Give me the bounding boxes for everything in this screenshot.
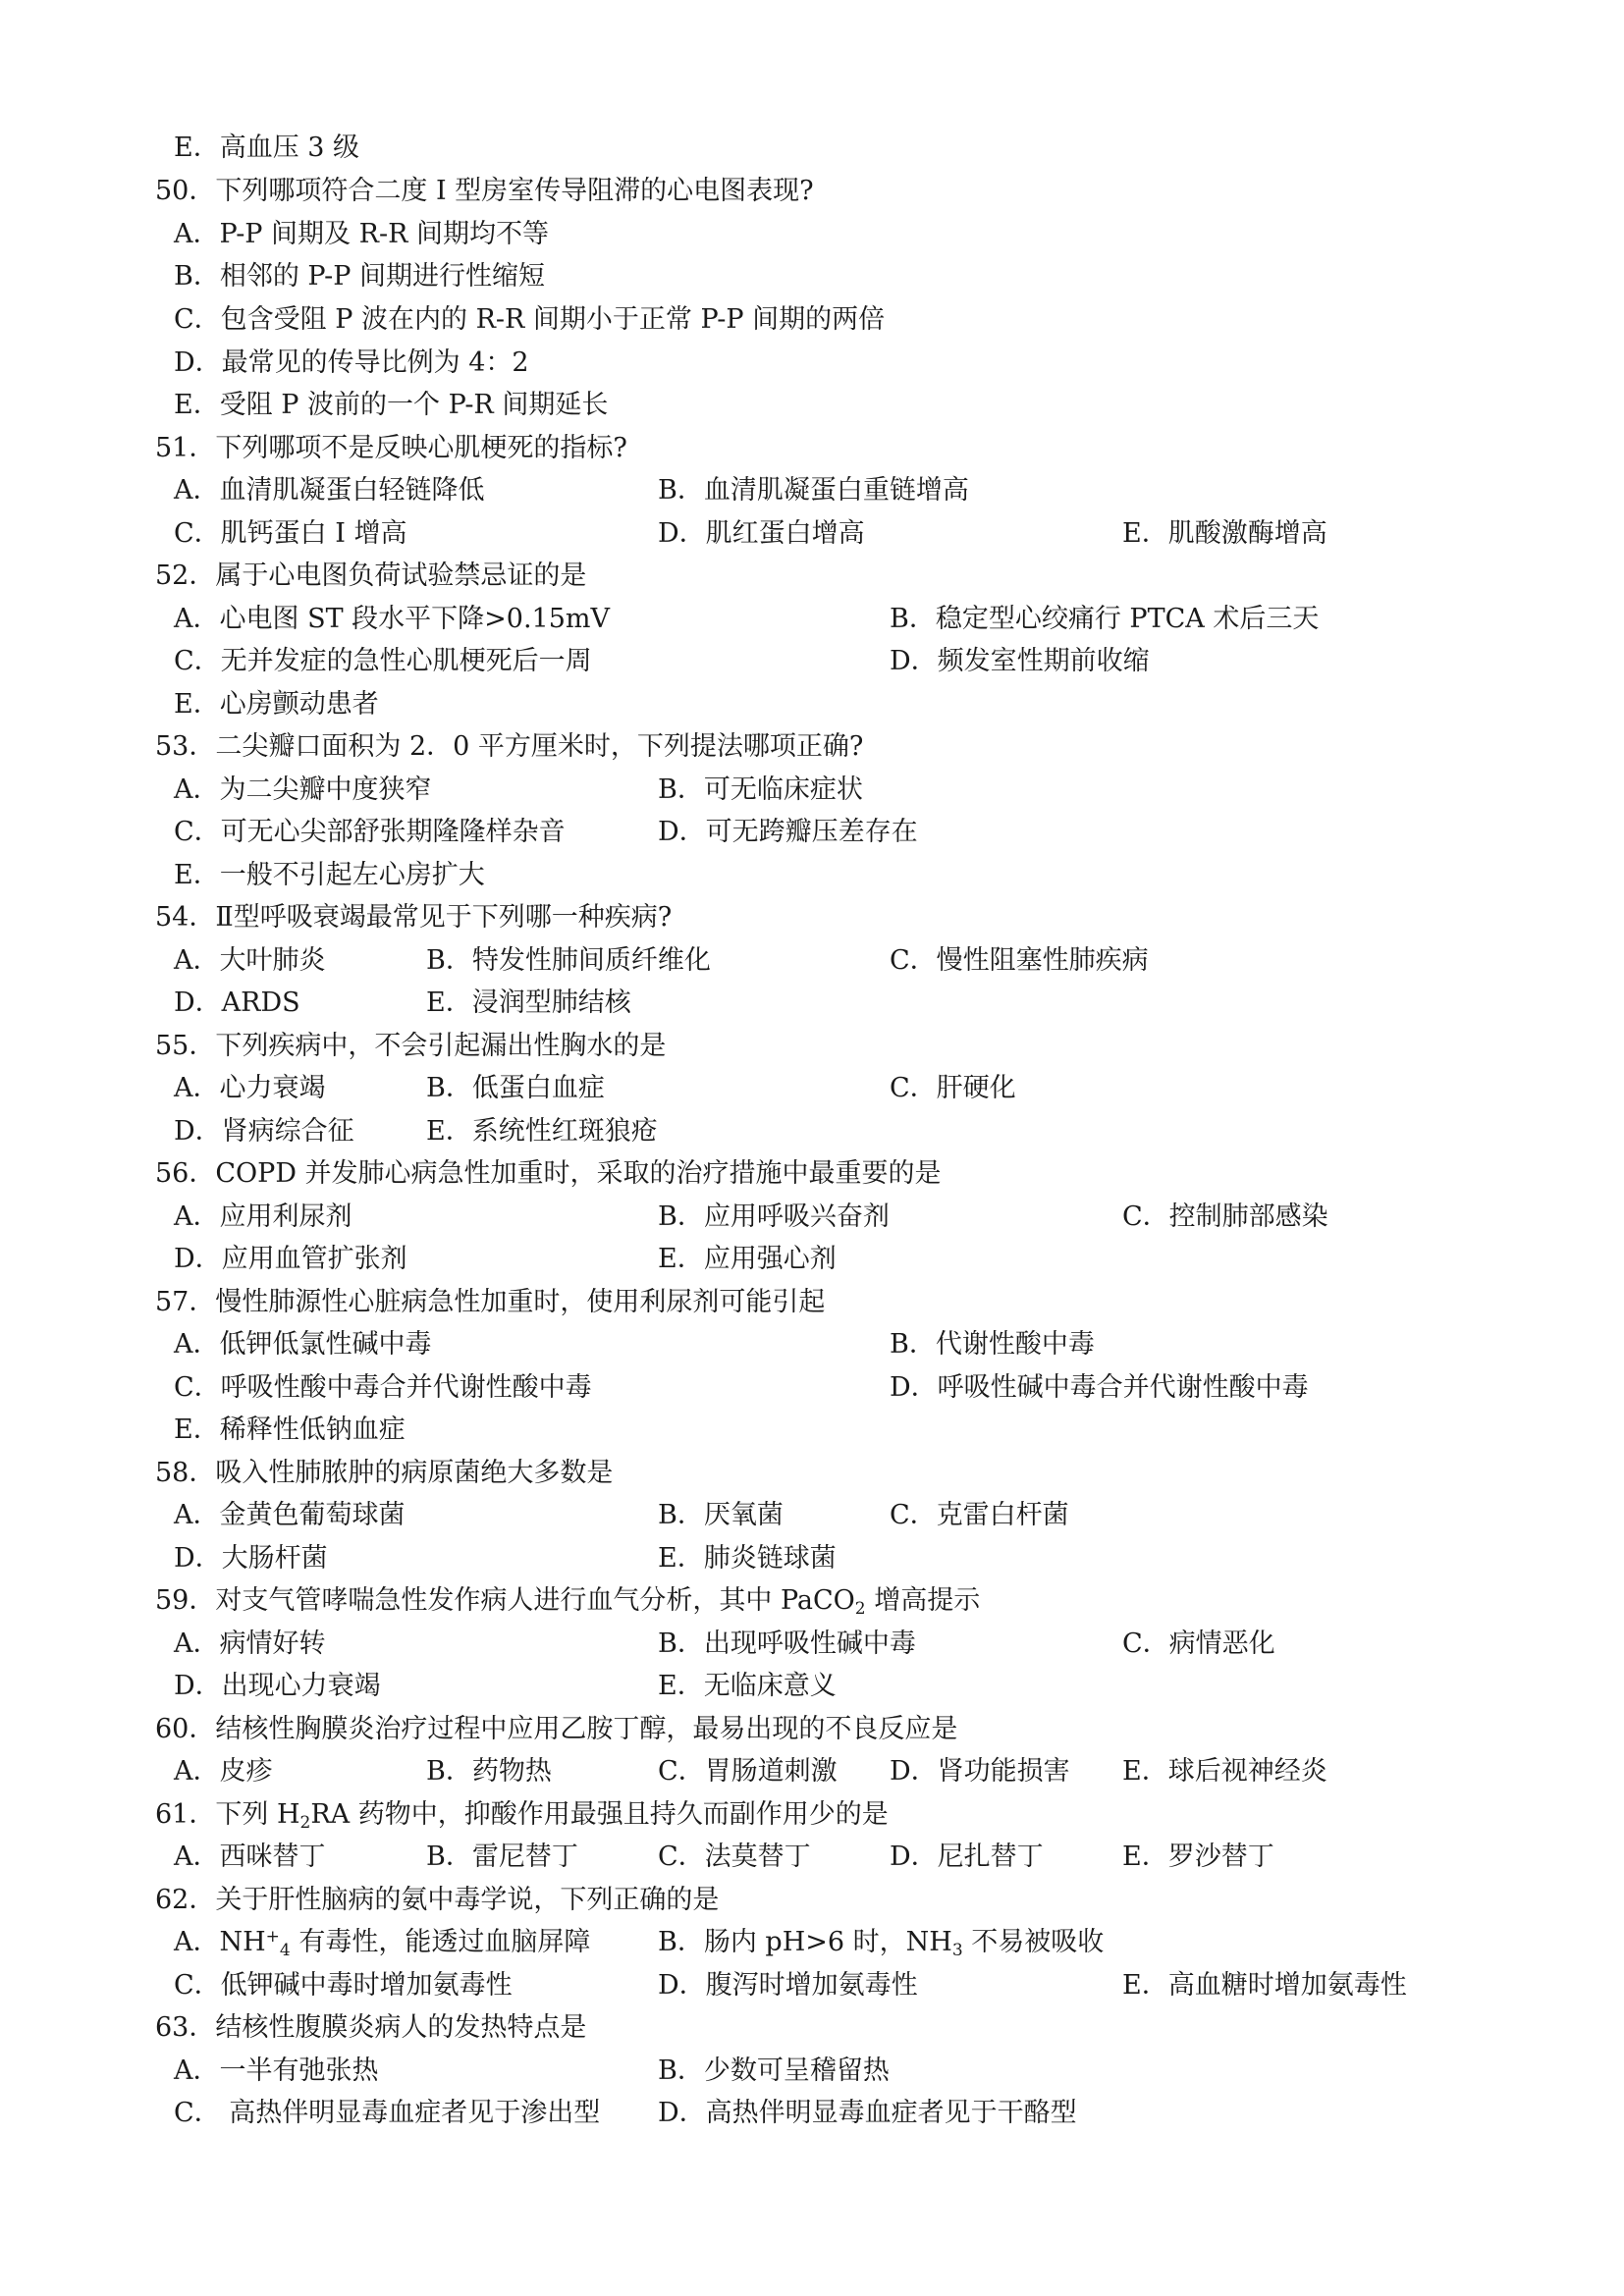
option-row: [0, 984, 1624, 1023]
option-d: D．最常见的传导比例为 4：2: [174, 347, 529, 378]
question-51: [0, 429, 1624, 468]
option-e: E．高血糖时增加氨毒性: [1122, 1970, 1407, 2001]
option-b: B．相邻的 P-P 间期进行性缩短: [174, 261, 545, 292]
option-b: B．代谢性酸中毒: [890, 1329, 1095, 1360]
option-c: C．病情恶化: [1122, 1629, 1275, 1659]
question-stem: 62．关于肝性脑病的氨中毒学说，下列正确的是: [155, 1885, 720, 1915]
option-row: [0, 1368, 1624, 1408]
option-e: E．无临床意义: [658, 1671, 837, 1701]
question-stem: 63．结核性腹膜炎病人的发热特点是: [155, 2012, 587, 2043]
option-c: C．无并发症的急性心肌梗死后一周: [174, 646, 592, 676]
option-row: [0, 300, 1624, 340]
option-b: B．肠内 pH>6 时，$NH_3$ 不易被吸收: [658, 1927, 1105, 1960]
option-b: B．出现呼吸性碱中毒: [658, 1629, 916, 1659]
question-62: [0, 1881, 1624, 1920]
question-stem: 54．Ⅱ型呼吸衰竭最常见于下列哪一种疾病?: [155, 902, 673, 933]
option-a: A．低钾低氯性碱中毒: [174, 1329, 432, 1360]
option-a: A．血清肌凝蛋白轻链降低: [174, 475, 485, 506]
option-row: [0, 2094, 1624, 2133]
option-row: [0, 813, 1624, 852]
question-stem: 52．属于心电图负荷试验禁忌证的是: [155, 561, 587, 591]
option-row: [0, 1838, 1624, 1877]
question-58: [0, 1454, 1624, 1493]
question-stem: 58．吸入性肺脓肿的病原菌绝大多数是: [155, 1458, 614, 1488]
option-a: A．西咪替丁: [174, 1842, 326, 1872]
question-60: [0, 1710, 1624, 1749]
option-row: [0, 1069, 1624, 1108]
option-e: E．应用强心剂: [658, 1244, 837, 1274]
question-57: [0, 1283, 1624, 1322]
question-stem: 55．下列疾病中，不会引起漏出性胸水的是: [155, 1031, 667, 1061]
option-row: [0, 386, 1624, 425]
option-e: E．浸润型肺结核: [426, 988, 631, 1018]
question-52: [0, 557, 1624, 596]
option-a: A．一半有弛张热: [174, 2056, 379, 2086]
option-d: D．ARDS: [174, 988, 300, 1018]
option-a: A．应用利尿剂: [174, 1201, 352, 1232]
option-d: D．应用血管扩张剂: [174, 1244, 407, 1274]
option-d: D．出现心力衰竭: [174, 1671, 381, 1701]
option-d: D．肾功能损害: [890, 1756, 1070, 1787]
question-stem: 53．二尖瓣口面积为 2．0 平方厘米时，下列提法哪项正确?: [155, 731, 864, 762]
question-59: [0, 1581, 1624, 1621]
option-b: B．应用呼吸兴奋剂: [658, 1201, 890, 1232]
option-e: E．心房颤动患者: [174, 689, 379, 720]
option-row: [0, 600, 1624, 639]
option-row: [0, 771, 1624, 810]
question-54: [0, 898, 1624, 937]
option-b: B．厌氧菌: [658, 1500, 784, 1530]
option-d: D．高热伴明显毒血症者见于干酪型: [658, 2098, 1077, 2128]
option-e: E．肺炎链球菌: [658, 1543, 837, 1574]
option-b: B．可无临床症状: [658, 774, 863, 805]
option-c: C．法莫替丁: [658, 1842, 811, 1872]
question-63: [0, 2008, 1624, 2048]
question-56: [0, 1154, 1624, 1194]
option-c: C． 高热伴明显毒血症者见于渗出型: [174, 2098, 601, 2128]
option-row: [0, 1496, 1624, 1535]
option-b: B．特发性肺间质纤维化: [426, 945, 711, 976]
option-c: C．克雷白杆菌: [890, 1500, 1069, 1530]
option-d: D．大肠杆菌: [174, 1543, 328, 1574]
option-row: [0, 856, 1624, 895]
option-row: [0, 1539, 1624, 1578]
option-c: C．包含受阻 P 波在内的 R-R 间期小于正常 P-P 间期的两倍: [174, 304, 886, 335]
option-a: A．金黄色葡萄球菌: [174, 1500, 406, 1530]
option-e: E．肌酸激酶增高: [1122, 518, 1327, 549]
option-row: [0, 1752, 1624, 1791]
question-50: [0, 172, 1624, 211]
option-c: C．慢性阻塞性肺疾病: [890, 945, 1149, 976]
option-d: D．可无跨瓣压差存在: [658, 817, 918, 847]
option-d: D．频发室性期前收缩: [890, 646, 1150, 676]
option-row: [0, 941, 1624, 981]
option-e: E．球后视神经炎: [1122, 1756, 1327, 1787]
question-53: [0, 727, 1624, 767]
option-row: [0, 1923, 1624, 1962]
option-b: B．低蛋白血症: [426, 1073, 605, 1103]
option-row: [0, 1112, 1624, 1151]
option-a: A．心电图 ST 段水平下降>0.15mV: [174, 604, 611, 634]
option-a: A．皮疹: [174, 1756, 273, 1787]
option-e: E．罗沙替丁: [1122, 1842, 1274, 1872]
option-e: E．系统性红斑狼疮: [426, 1116, 658, 1147]
option-a: A．P-P 间期及 R-R 间期均不等: [174, 219, 550, 249]
option-row: [0, 1966, 1624, 2005]
option-a: A．大叶肺炎: [174, 945, 326, 976]
option-row: [0, 257, 1624, 296]
option-c: C．可无心尖部舒张期隆隆样杂音: [174, 817, 566, 847]
option-row: [0, 471, 1624, 510]
option-c: C．肌钙蛋白 I 增高: [174, 518, 407, 549]
question-61: [0, 1795, 1624, 1835]
question-stem: 56．COPD 并发肺心病急性加重时，采取的治疗措施中最重要的是: [155, 1158, 942, 1189]
option-row: [0, 514, 1624, 554]
option-d: D．肾病综合征: [174, 1116, 354, 1147]
option-b: B．药物热: [426, 1756, 552, 1787]
option-c: C．呼吸性酸中毒合并代谢性酸中毒: [174, 1372, 592, 1403]
question-stem: 61．下列 $H_2RA$ 药物中，抑酸作用最强且持久而副作用少的是: [155, 1799, 889, 1833]
option-row: [0, 1625, 1624, 1664]
question-55: [0, 1027, 1624, 1066]
option-e: E．一般不引起左心房扩大: [174, 860, 485, 890]
option-c: C．控制肺部感染: [1122, 1201, 1328, 1232]
option-e: E．高血压 3 级: [174, 133, 360, 163]
question-stem: 51．下列哪项不是反映心肌梗死的指标?: [155, 433, 627, 463]
option-d: D．呼吸性碱中毒合并代谢性酸中毒: [890, 1372, 1309, 1403]
option-d: D．肌红蛋白增高: [658, 518, 865, 549]
option-c: C．低钾碱中毒时增加氨毒性: [174, 1970, 513, 2001]
question-stem: 60．结核性胸膜炎治疗过程中应用乙胺丁醇，最易出现的不良反应是: [155, 1714, 958, 1744]
option-d: D．腹泻时增加氨毒性: [658, 1970, 918, 2001]
option-a: A．$NH^+_4$ 有毒性，能透过血脑屏障: [174, 1927, 591, 1960]
option-row: [0, 2052, 1624, 2091]
option-row: [0, 215, 1624, 254]
option-a: A．心力衰竭: [174, 1073, 326, 1103]
option-e: E．稀释性低钠血症: [174, 1415, 406, 1445]
option-row: [0, 1325, 1624, 1364]
option-c: C．肝硬化: [890, 1073, 1016, 1103]
question-stem: 50．下列哪项符合二度 I 型房室传导阻滞的心电图表现?: [155, 176, 814, 206]
option-b: B．稳定型心绞痛行 PTCA 术后三天: [890, 604, 1320, 634]
option-row: [0, 1667, 1624, 1706]
option-row: [0, 129, 1624, 168]
option-row: [0, 1411, 1624, 1450]
option-b: B．血清肌凝蛋白重链增高: [658, 475, 969, 506]
option-row: [0, 1198, 1624, 1237]
option-row: [0, 1240, 1624, 1279]
option-e: E．受阻 P 波前的一个 P-R 间期延长: [174, 390, 609, 420]
question-stem: 57．慢性肺源性心脏病急性加重时，使用利尿剂可能引起: [155, 1287, 826, 1317]
option-b: B．少数可呈稽留热: [658, 2056, 890, 2086]
option-d: D．尼扎替丁: [890, 1842, 1044, 1872]
option-row: [0, 685, 1624, 724]
option-row: [0, 344, 1624, 383]
option-row: [0, 642, 1624, 681]
option-c: C．胃肠道刺激: [658, 1756, 838, 1787]
option-a: A．为二尖瓣中度狭窄: [174, 774, 432, 805]
question-stem: 59．对支气管哮喘急性发作病人进行血气分析，其中 PaCO$_2$ 增高提示: [155, 1585, 981, 1619]
option-a: A．病情好转: [174, 1629, 326, 1659]
option-b: B．雷尼替丁: [426, 1842, 578, 1872]
